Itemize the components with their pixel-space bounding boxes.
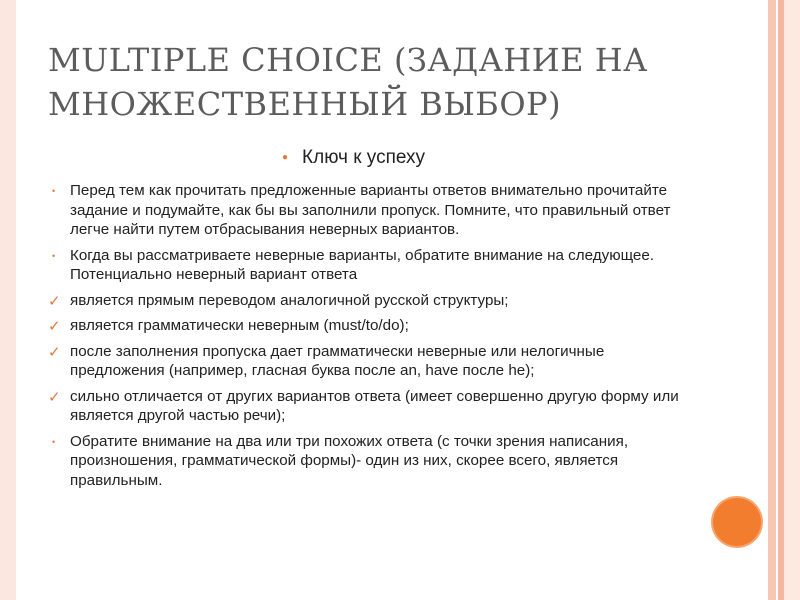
right-border-stripe-3 [784, 0, 800, 600]
list-item-text: сильно отличается от других вариантов ответа (имеет совершенно другую форму или является другой частью речи); [70, 387, 679, 424]
bullet-list [48, 181, 698, 496]
list-item-text: является грамматически неверным (must/to/do); [70, 317, 409, 334]
list-item [48, 181, 698, 240]
slide-subtitle [282, 147, 425, 169]
list-item-text: является прямым переводом аналогичной русской структуры; [70, 291, 509, 309]
list-item [48, 342, 698, 381]
list-item [48, 291, 698, 311]
bullet-icon: • [52, 186, 56, 196]
checkmark-icon: ✓ [48, 292, 61, 310]
list-item-text: Перед тем как прочитать предложенные варианты ответов внимательно прочитайте задание и подумайте, как бы вы заполнили пропуск. Помните, что правильный ответ легче найти путем отбрасывания неверных вариантов. [70, 182, 671, 238]
list-item [48, 246, 698, 285]
decorative-circle-icon [713, 498, 761, 546]
subtitle-bullet-icon: ● [282, 152, 289, 163]
bullet-icon: • [52, 436, 56, 447]
list-item [48, 316, 698, 336]
checkmark-icon: ✓ [48, 388, 61, 406]
list-item-text: Обратите внимание на два или три похожих ответа (с точки зрения написания, произношения, грамматической формы)- один из них, скорее всего, является правильным. [70, 432, 629, 489]
checkmark-icon: ✓ [48, 343, 61, 361]
list-item [48, 387, 698, 426]
bullet-icon: • [52, 250, 56, 261]
slide-title: MULTIPLE CHOICE (ЗАДАНИЕ НА МНОЖЕСТВЕННЫЙ ВЫБОР) [48, 41, 648, 123]
right-border-stripe-1 [768, 0, 776, 600]
left-border-stripe [0, 0, 16, 600]
subtitle-text: Ключ к успеху [302, 147, 426, 168]
checkmark-icon: ✓ [48, 318, 61, 335]
list-item [48, 432, 698, 491]
list-item-text: после заполнения пропуска дает грамматически неверные или нелогичные предложения (например, гласная буква после an, have после he); [70, 342, 605, 379]
list-item-text: Когда вы рассматриваете неверные варианты, обратите внимание на следующее. Потенциально неверный вариант ответа [70, 246, 655, 283]
